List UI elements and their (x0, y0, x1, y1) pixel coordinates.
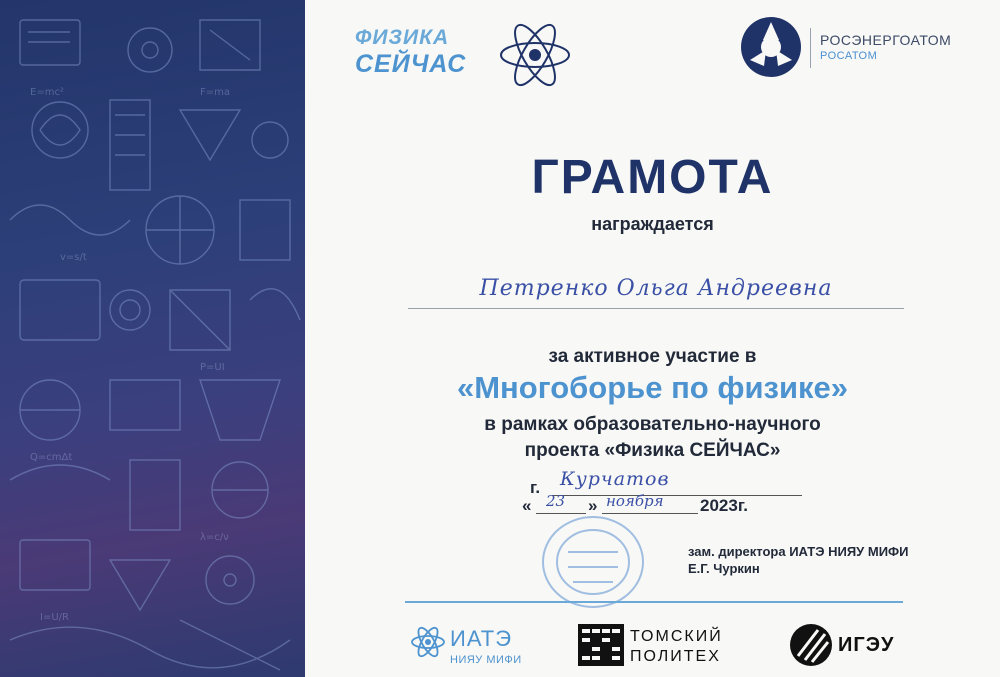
svg-text:Q=cmΔt: Q=cmΔt (30, 452, 73, 463)
tomsk-line1: ТОМСКИЙ (630, 628, 723, 645)
svg-text:I=U/R: I=U/R (40, 612, 69, 623)
decorative-side-panel (0, 0, 305, 677)
city-label: г. (530, 478, 541, 497)
certificate-title: ГРАМОТА (531, 151, 774, 204)
certificate-paper (305, 0, 1000, 677)
svg-text:F=ma: F=ma (200, 87, 230, 98)
project-frame-line1: в рамках образовательно-научного (484, 414, 821, 435)
igeu-logo (788, 620, 908, 670)
rosatom-name: РОСАТОМ (820, 50, 878, 62)
iate-sub: НИЯУ МИФИ (450, 654, 522, 666)
date-day: 23 (546, 492, 566, 510)
date-year: 2023г. (700, 496, 748, 515)
signer-name: Е.Г. Чуркин (688, 561, 760, 576)
igeu-name: ИГЭУ (838, 634, 895, 656)
signer-role: зам. директора ИАТЭ НИЯУ МИФИ (688, 544, 909, 559)
fizika-logo-line1: ФИЗИКА (355, 26, 450, 49)
rosatom-emblem-icon (738, 14, 804, 80)
logo-divider (810, 28, 811, 68)
project-frame-line2: проекта «Физика СЕЙЧАС» (524, 440, 781, 461)
date-open-quote: « (522, 496, 532, 515)
rosenergoatom-logo (738, 14, 978, 84)
svg-text:E=mc²: E=mc² (30, 87, 64, 98)
tomsk-line2: ПОЛИТЕХ (630, 648, 721, 665)
date-month: ноября (606, 492, 664, 510)
fizika-seichas-logo (355, 20, 585, 90)
tomsk-polytech-logo (578, 620, 738, 670)
award-reason: за активное участие в (548, 346, 757, 367)
igeu-emblem-icon (788, 622, 834, 668)
footer-divider (405, 601, 903, 603)
certificate-subtitle: награждается (591, 214, 714, 234)
svg-text:λ=c/ν: λ=c/ν (200, 532, 229, 543)
tomsk-emblem-icon (578, 624, 624, 666)
fizika-logo-line2: СЕЙЧАС (355, 50, 467, 78)
city-value: Курчатов (560, 468, 670, 490)
iate-atom-icon (410, 622, 446, 662)
svg-text:P=UI: P=UI (200, 362, 225, 373)
physics-pattern-icon (0, 0, 305, 677)
stamp-icon (538, 512, 648, 612)
event-name: «Многоборье по физике» (456, 370, 848, 405)
iate-name: ИАТЭ (450, 626, 513, 651)
recipient-underline (408, 308, 904, 309)
iate-logo (410, 620, 540, 670)
recipient-name: Петренко Ольга Андреевна (479, 276, 833, 301)
atom-icon (495, 20, 575, 90)
date-close-quote: » (588, 496, 598, 515)
svg-text:v=s/t: v=s/t (60, 252, 87, 263)
rosenergoatom-name: РОСЭНЕРГОАТОМ (820, 32, 952, 48)
